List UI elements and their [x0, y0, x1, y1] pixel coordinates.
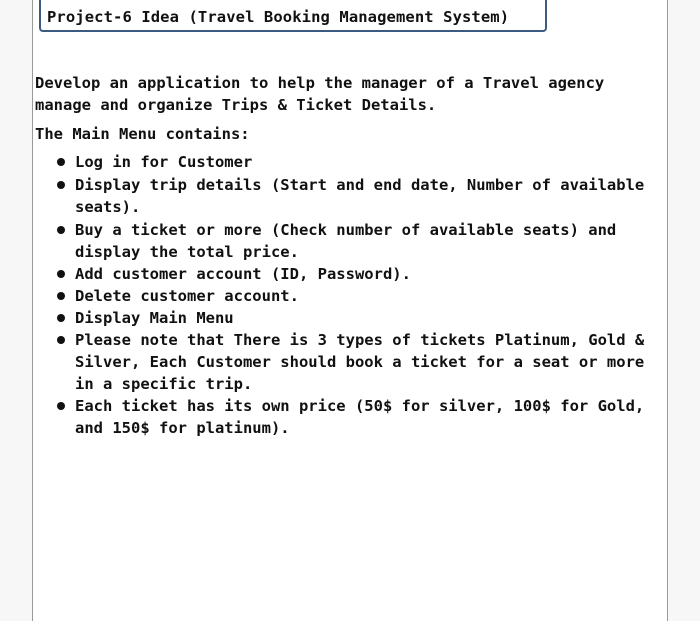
- main-menu-list: [35, 151, 660, 439]
- bullet-icon: [57, 158, 65, 166]
- list-item-text: Each ticket has its own price (50$ for silver, 100$ for Gold, and 150$ for platinum).: [75, 397, 645, 437]
- list-item-text: Display Main Menu: [75, 309, 234, 327]
- list-item: [35, 329, 660, 395]
- bullet-icon: [57, 314, 65, 322]
- bullet-icon: [57, 181, 65, 189]
- bullet-icon: [57, 292, 65, 300]
- list-item-text: Delete customer account.: [75, 287, 299, 305]
- intro-paragraph: Develop an application to help the manager of a Travel agency manage and organize Trips & Ticket Details.: [35, 74, 605, 114]
- bullet-icon: [57, 336, 65, 344]
- list-item-text: Please note that There is 3 types of tickets Platinum, Gold & Silver, Each Customer should book a ticket for a seat or more in a specific trip.: [75, 331, 645, 393]
- bullet-icon: [57, 226, 65, 234]
- list-item: [35, 285, 660, 307]
- document-body: [35, 72, 660, 439]
- list-item: [35, 395, 660, 439]
- list-item-text: Log in for Customer: [75, 153, 253, 171]
- list-item: [35, 219, 660, 263]
- list-item: [35, 151, 660, 173]
- list-item: [35, 263, 660, 285]
- list-item-text: Add customer account (ID, Password).: [75, 265, 411, 283]
- bullet-icon: [57, 402, 65, 410]
- menu-heading: The Main Menu contains:: [35, 125, 250, 143]
- document-title: Project-6 Idea (Travel Booking Management System): [39, 0, 547, 32]
- list-item-text: Buy a ticket or more (Check number of available seats) and display the total price.: [75, 221, 617, 261]
- list-item: [35, 174, 660, 218]
- list-item-text: Display trip details (Start and end date, Number of available seats).: [75, 176, 645, 216]
- list-item: [35, 307, 660, 329]
- bullet-icon: [57, 270, 65, 278]
